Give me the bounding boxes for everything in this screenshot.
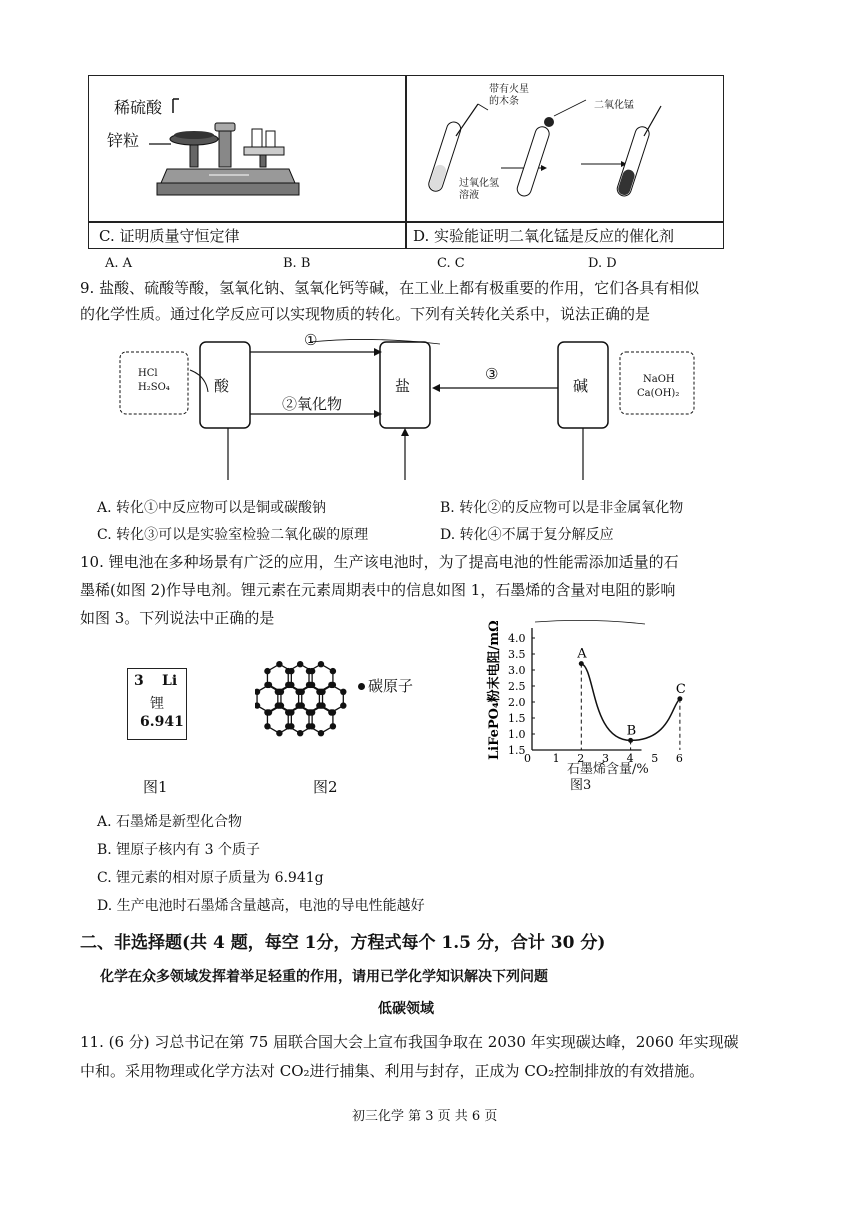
carbon-atom (318, 702, 324, 708)
y-tick-label: 3.5 (508, 648, 526, 661)
options-table (88, 75, 724, 249)
carbon-atom (306, 723, 312, 729)
acid-label: 稀硫酸 (114, 98, 163, 117)
label-splint: 带有火星 的木条 (489, 84, 529, 107)
data-point-b (628, 738, 633, 743)
table-caption-divider (89, 221, 723, 223)
carbon-atom (255, 689, 260, 695)
x-tick-label: 4 (626, 752, 634, 765)
q8-option-a: A. A (105, 256, 133, 271)
x-tick-label: 3 (601, 752, 609, 765)
carbon-atom (285, 723, 291, 729)
data-point-c (677, 696, 682, 701)
q10-option-c: C. 锂元素的相对原子质量为 6.941g (97, 870, 324, 886)
point-label: C (675, 681, 686, 697)
label-mno2: 二氧化锰 (594, 100, 634, 111)
carbon-atom (295, 689, 301, 695)
q9-conversion-diagram (110, 330, 730, 490)
acid-example-h2so4: H₂SO₄ (138, 382, 170, 393)
arrow-1-label: ① (304, 331, 318, 349)
element-name: 锂 (150, 696, 164, 712)
fig2-caption: 图2 (313, 778, 338, 796)
y-tick-label: 1.0 (508, 728, 526, 741)
acid-node: 酸 (214, 377, 230, 395)
atomic-number: 3 (134, 673, 144, 689)
caption-c: C. 证明质量守恒定律 (99, 227, 240, 245)
carbon-atom (330, 709, 336, 715)
point-label: B (626, 723, 637, 739)
carbon-atom (330, 668, 336, 674)
section2-heading: 二、非选择题(共 4 题，每空 1分，方程式每个 1.5 分，合计 30 分) (80, 933, 606, 953)
q8-option-b: B. B (283, 256, 311, 271)
carbon-atom (255, 702, 260, 708)
balance-illustration (149, 91, 309, 206)
q9-option-a: A. 转化①中反应物可以是铜或碳酸钠 (97, 500, 327, 516)
q9-option-b: B. 转化②的反应物可以是非金属氧化物 (440, 500, 684, 516)
carbon-atom (264, 709, 270, 715)
carbon-atom (285, 709, 291, 715)
y-axis-label: LiFePO₄粉末电阻/mΩ (487, 620, 502, 760)
q10-stem-2: 墨稀(如图 2)作导电剂。锂元素在元素周期表中的信息如图 1，石墨烯的含量对电阻的影响 (80, 581, 676, 599)
q10-stem-3: 如图 3。下列说法中正确的是 (80, 609, 275, 627)
fig3-xlabel: 石墨烯含量/% (567, 762, 649, 777)
q9-stem-1: 9. 盐酸、硫酸等酸，氢氧化钠、氢氧化钙等碱，在工业上都有极重要的作用，它们各具有相似 (80, 279, 700, 297)
carbon-atom (287, 682, 293, 688)
carbon-atom (340, 702, 346, 708)
q10-option-a: A. 石墨烯是新型化合物 (97, 814, 243, 830)
x-tick-label: 5 (651, 752, 659, 765)
carbon-atom (266, 682, 272, 688)
element-symbol: Li (162, 673, 178, 689)
q9-stem-2: 的化学性质。通过化学反应可以实现物质的转化。下列有关转化关系中，说法正确的是 (80, 305, 651, 323)
point-label: A (577, 646, 587, 662)
base-example-caoh2: Ca(OH)₂ (637, 388, 680, 399)
pen-mark (535, 620, 645, 624)
fig1-caption: 图1 (143, 778, 168, 796)
label-h2o2: 过氧化氢 溶液 (459, 178, 499, 201)
salt-node: 盐 (395, 377, 411, 395)
carbon-atom (264, 723, 270, 729)
carbon-atom (318, 661, 324, 667)
data-point-a (579, 661, 584, 666)
q8-option-c: C. C (437, 256, 465, 271)
carbon-atom (276, 702, 282, 708)
y-tick-label: 4.0 (508, 632, 526, 645)
carbon-atom (306, 668, 312, 674)
carbon-atom (340, 689, 346, 695)
arrow-3-label: ③ (485, 365, 499, 383)
zinc-label: 锌粒 (107, 131, 140, 150)
q11-line-1: 11. (6 分) 习总书记在第 75 届联合国大会上宣布我国争取在 2030 年实现碳达峰，2060 年实现碳 (80, 1033, 739, 1051)
caption-d: D. 实验能证明二氧化锰是反应的催化剂 (413, 227, 675, 245)
fig3-caption: 图3 (570, 778, 592, 793)
carbon-atom (330, 723, 336, 729)
base-example-naoh: NaOH (643, 374, 675, 385)
section2-subheading: 低碳领域 (378, 1001, 434, 1017)
q11-line-2: 中和。采用物理或化学方法对 CO₂进行捕集、利用与封存，正成为 CO₂控制排放的有效措施。 (80, 1062, 705, 1080)
q10-stem-1: 10. 锂电池在多种场景有广泛的应用，生产该电池时，为了提高电池的性能需添加适量的石 (80, 553, 679, 571)
y-tick-label: 1.5 (508, 712, 526, 725)
carbon-atom (307, 682, 313, 688)
q9-option-d: D. 转化④不属于复分解反应 (440, 527, 614, 543)
carbon-atom (264, 668, 270, 674)
page-footer: 初三化学 第 3 页 共 6 页 (352, 1109, 498, 1124)
carbon-atom (318, 730, 324, 736)
carbon-atom (316, 689, 322, 695)
carbon-atom (297, 730, 303, 736)
carbon-atom (328, 682, 334, 688)
base-node: 碱 (573, 377, 589, 395)
carbon-atom (276, 661, 282, 667)
x-tick-label: 0 (524, 752, 531, 765)
y-tick-label: 1.5 (508, 744, 526, 757)
catalyst-experiment-illustration (406, 76, 722, 221)
x-tick-label: 1 (552, 752, 560, 765)
q10-option-d: D. 生产电池时石墨烯含量越高，电池的导电性能越好 (97, 898, 425, 914)
section2-intro: 化学在众多领域发挥着举足轻重的作用，请用已学化学知识解决下列问题 (100, 969, 548, 985)
carbon-atom (297, 661, 303, 667)
q8-option-d: D. D (588, 256, 617, 271)
carbon-atom (306, 709, 312, 715)
y-tick-label: 2.5 (508, 680, 526, 693)
q10-option-b: B. 锂原子核内有 3 个质子 (97, 842, 260, 858)
carbon-atom-legend: 碳原子 (368, 677, 414, 695)
q9-option-c: C. 转化③可以是实验室检验二氧化碳的原理 (97, 527, 369, 543)
arrow-2-label: ②氧化物 (282, 395, 343, 413)
carbon-atom (275, 689, 281, 695)
y-tick-label: 3.0 (508, 664, 526, 677)
y-tick-label: 2.0 (508, 696, 526, 709)
carbon-atom (285, 668, 291, 674)
x-tick-label: 6 (675, 752, 683, 765)
acid-example-hcl: HCl (138, 368, 158, 379)
carbon-atom-legend-dot (358, 683, 365, 690)
atomic-mass: 6.941 (140, 714, 184, 730)
carbon-atom (297, 702, 303, 708)
fig1-element-cell (127, 668, 187, 740)
diagram-lines (110, 330, 730, 490)
x-tick-label: 2 (577, 752, 585, 765)
carbon-atom (276, 730, 282, 736)
